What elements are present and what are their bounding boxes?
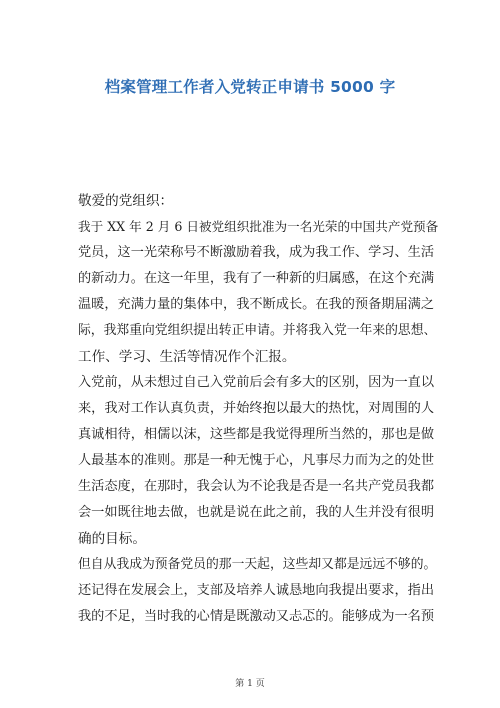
paragraph-line	[78, 396, 438, 422]
text-line: 我于 XX 年 2 月 6 日被党组织批准为一名光荣的中国共产党预备	[78, 219, 439, 234]
paragraph-line	[78, 526, 438, 552]
text-line: 确的目标。	[78, 531, 146, 547]
paragraph-line	[78, 474, 438, 500]
paragraph-line	[78, 578, 438, 604]
paragraph-line	[78, 500, 438, 526]
text-line: 入党前，从未想过自己入党前后会有多大的区别，因为一直以	[78, 375, 435, 390]
text-line: 人最基本的准则。那是一种无愧于心，凡事尽力而为之的处世	[78, 453, 435, 468]
paragraph-line	[78, 266, 438, 292]
text-line: 敬爱的党组织：	[78, 193, 174, 209]
page-number: 第 1 页	[235, 679, 265, 689]
paragraph-line	[78, 448, 438, 474]
text-line: 真诚相待，相儒以沫，这些都是我觉得理所当然的，那也是做	[78, 427, 435, 442]
text-line: 工作、学习、生活等情况作个汇报。	[78, 349, 296, 365]
document-title: 档案管理工作者入党转正申请书 5000 字	[104, 78, 396, 96]
paragraph-line	[78, 422, 438, 448]
text-line: 来，我对工作认真负责，并始终抱以最大的热忱，对周围的人	[78, 401, 435, 416]
paragraph-line	[78, 604, 438, 630]
text-line: 但自从我成为预备党员的那一天起，这些却又都是远远不够的。	[78, 557, 437, 572]
text-line: 会一如既往地去做，也就是说在此之前，我的人生并没有很明	[78, 505, 435, 520]
paragraph-line	[78, 344, 438, 370]
text-line: 生活态度，在那时，我会认为不论我是否是一名共产党员我都	[78, 479, 435, 494]
paragraph-line	[78, 370, 438, 396]
text-line: 温暖，充满力量的集体中，我不断成长。在我的预备期届满之	[78, 297, 435, 312]
text-line: 际，我郑重向党组织提出转正申请。并将我入党一年来的思想、	[78, 323, 437, 338]
text-line: 的新动力。在这一年里，我有了一种新的归属感，在这个充满	[78, 271, 435, 286]
paragraph-line	[78, 292, 438, 318]
document-body	[78, 188, 438, 630]
paragraph-line	[78, 552, 438, 578]
paragraph-line	[78, 240, 438, 266]
paragraph-line	[78, 214, 438, 240]
salutation-line	[78, 188, 438, 214]
text-line: 我的不足，当时我的心情是既激动又忐忑的。能够成为一名预	[78, 609, 435, 624]
text-line: 还记得在发展会上，支部及培养人诚恳地向我提出要求，指出	[78, 583, 435, 598]
text-line: 党员，这一光荣称号不断激励着我，成为我工作、学习、生活	[78, 245, 435, 260]
paragraph-line	[78, 318, 438, 344]
